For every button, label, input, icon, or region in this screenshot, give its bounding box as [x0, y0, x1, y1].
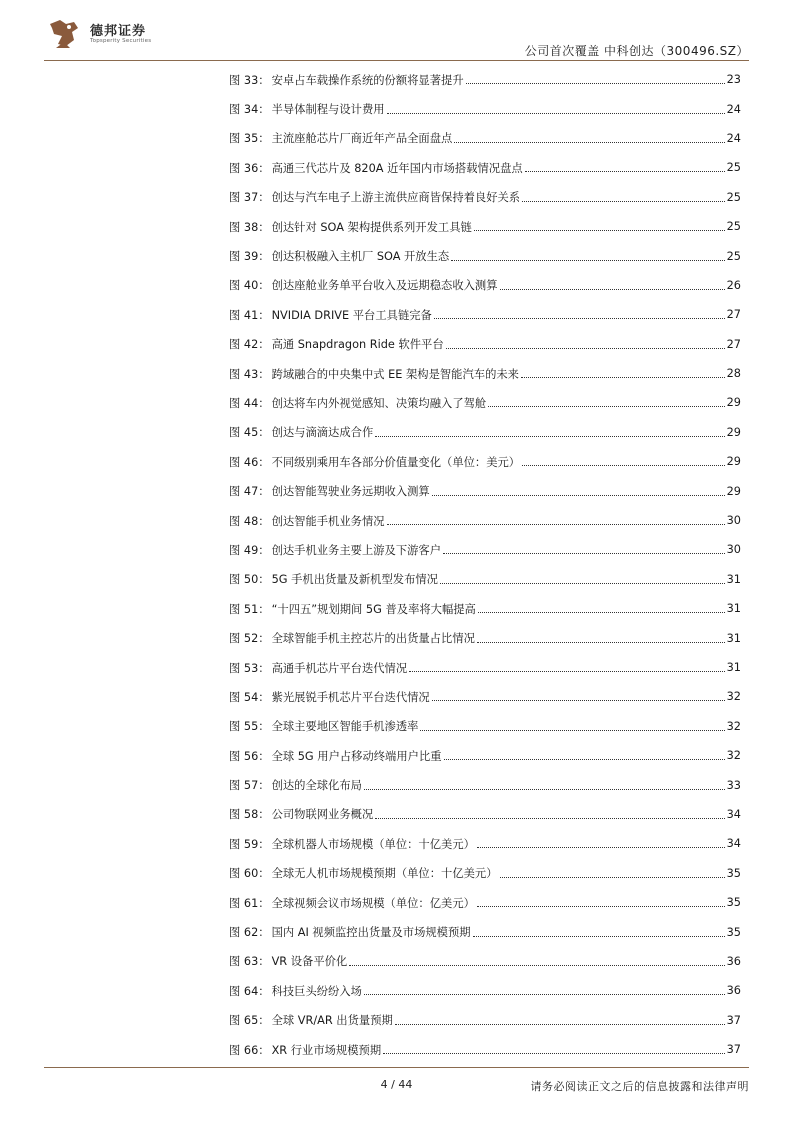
toc-entry-page: 29	[726, 396, 741, 410]
toc-entry[interactable]	[229, 859, 741, 888]
toc-entry-title: 创达座舱业务单平台收入及远期稳态收入测算	[271, 279, 498, 293]
toc-entry-label: 图 62：	[229, 926, 270, 940]
toc-entry-page: 35	[726, 866, 741, 880]
toc-leader-dots	[434, 317, 725, 319]
page-header	[0, 0, 793, 66]
toc-leader-dots	[477, 641, 725, 643]
toc-entry-label: 图 58：	[229, 808, 270, 822]
toc-leader-dots	[443, 552, 725, 554]
toc-entry-label: 图 42：	[229, 338, 270, 352]
toc-leader-dots	[375, 817, 724, 819]
toc-entry-title: 创达与滴滴达成合作	[271, 426, 374, 440]
toc-entry-title: 全球 5G 用户占移动终端用户比重	[271, 749, 442, 763]
toc-entry-page: 25	[726, 220, 741, 234]
toc-entry-label: 图 36：	[229, 161, 270, 175]
toc-leader-dots	[364, 788, 725, 790]
toc-entry-page: 23	[726, 73, 741, 87]
toc-leader-dots	[395, 1023, 725, 1025]
toc-leader-dots	[473, 935, 725, 937]
toc-leader-dots	[440, 582, 725, 584]
toc-leader-dots	[387, 112, 725, 114]
toc-entry-title: 半导体制程与设计费用	[271, 103, 385, 117]
toc-entry[interactable]	[229, 359, 741, 388]
toc-leader-dots	[521, 376, 725, 378]
toc-entry-label: 图 63：	[229, 955, 270, 969]
toc-entry-label: 图 39：	[229, 250, 270, 264]
toc-entry-page: 32	[726, 749, 741, 763]
toc-entry-label: 图 47：	[229, 485, 270, 499]
toc-entry[interactable]	[229, 300, 741, 329]
toc-entry-label: 图 54：	[229, 690, 270, 704]
toc-entry-page: 32	[726, 690, 741, 704]
toc-entry-label: 图 34：	[229, 103, 270, 117]
toc-entry-label: 图 50：	[229, 573, 270, 587]
toc-leader-dots	[478, 611, 725, 613]
toc-entry[interactable]	[229, 653, 741, 682]
toc-entry[interactable]	[229, 330, 741, 359]
toc-entry-label: 图 51：	[229, 602, 270, 616]
company-info: 公司首次覆盖 中科创达（300496.SZ）	[524, 44, 749, 58]
toc-entry-title: 全球机器人市场规模（单位：十亿美元）	[271, 837, 475, 851]
toc-entry-page: 31	[726, 572, 741, 586]
toc-entry-label: 图 46：	[229, 455, 270, 469]
toc-entry-label: 图 55：	[229, 720, 270, 734]
toc-entry[interactable]	[229, 241, 741, 270]
toc-entry[interactable]	[229, 770, 741, 799]
toc-entry[interactable]	[229, 741, 741, 770]
toc-entry-label: 图 37：	[229, 191, 270, 205]
toc-leader-dots	[477, 905, 725, 907]
toc-entry-page: 31	[726, 602, 741, 616]
toc-entry[interactable]	[229, 682, 741, 711]
toc-entry-title: 创达手机业务主要上游及下游客户	[271, 543, 442, 557]
toc-leader-dots	[420, 729, 724, 731]
toc-leader-dots	[383, 1052, 725, 1054]
toc-leader-dots	[454, 141, 724, 143]
toc-entry-title: “十四五”规划期间 5G 普及率将大幅提高	[271, 602, 476, 616]
toc-entry-label: 图 59：	[229, 837, 270, 851]
toc-entry-label: 图 60：	[229, 867, 270, 881]
toc-leader-dots	[432, 494, 725, 496]
brand-name-en: Topsperity Securities	[90, 38, 152, 44]
toc-leader-dots	[500, 876, 725, 878]
toc-entry[interactable]	[229, 623, 741, 652]
toc-entry-label: 图 52：	[229, 632, 270, 646]
toc-entry[interactable]	[229, 565, 741, 594]
toc-entry-title: 不同级别乘用车各部分价值量变化（单位：美元）	[271, 455, 521, 469]
toc-entry-title: 创达将车内外视觉感知、决策均融入了驾舱	[271, 396, 487, 410]
toc-entry-title: 全球智能手机主控芯片的出货量占比情况	[271, 632, 475, 646]
toc-entry-title: 紫光展锐手机芯片平台迭代情况	[271, 690, 430, 704]
toc-entry-page: 24	[726, 102, 741, 116]
toc-entry-label: 图 49：	[229, 543, 270, 557]
toc-entry-label: 图 65：	[229, 1014, 270, 1028]
toc-entry-title: 公司物联网业务概况	[271, 808, 374, 822]
toc-entry-title: 全球视频会议市场规模（单位：亿美元）	[271, 896, 475, 910]
toc-entry[interactable]	[229, 418, 741, 447]
toc-entry-title: 主流座舱芯片厂商近年产品全面盘点	[271, 132, 453, 146]
toc-entry-title: 创达智能驾驶业务远期收入测算	[271, 485, 430, 499]
figure-toc-list	[229, 65, 741, 1064]
toc-entry[interactable]	[229, 124, 741, 153]
toc-entry-page: 34	[726, 807, 741, 821]
toc-entry[interactable]	[229, 183, 741, 212]
toc-leader-dots	[364, 993, 725, 995]
toc-entry-title: 创达智能手机业务情况	[271, 514, 385, 528]
toc-entry[interactable]	[229, 712, 741, 741]
toc-entry[interactable]	[229, 917, 741, 946]
toc-entry-page: 35	[726, 896, 741, 910]
toc-entry-page: 29	[726, 484, 741, 498]
toc-leader-dots	[477, 846, 725, 848]
toc-entry-title: 高通手机芯片平台迭代情况	[271, 661, 408, 675]
toc-entry-title: NVIDIA DRIVE 平台工具链完备	[271, 308, 432, 322]
toc-leader-dots	[522, 200, 725, 202]
toc-leader-dots	[500, 288, 725, 290]
toc-entry-page: 27	[726, 337, 741, 351]
toc-entry-label: 图 45：	[229, 426, 270, 440]
toc-entry[interactable]	[229, 65, 741, 94]
toc-entry[interactable]	[229, 212, 741, 241]
toc-entry-page: 31	[726, 631, 741, 645]
toc-leader-dots	[466, 82, 725, 84]
toc-entry-title: 全球 VR/AR 出货量预期	[271, 1014, 393, 1028]
toc-entry-page: 37	[726, 1013, 741, 1027]
toc-entry-page: 34	[726, 837, 741, 851]
toc-entry-page: 27	[726, 308, 741, 322]
footer-divider	[44, 1067, 749, 1068]
toc-entry-page: 28	[726, 367, 741, 381]
toc-entry-page: 36	[726, 954, 741, 968]
toc-entry-page: 25	[726, 249, 741, 263]
toc-leader-dots	[387, 523, 725, 525]
toc-leader-dots	[444, 758, 725, 760]
toc-leader-dots	[451, 259, 724, 261]
toc-entry-page: 37	[726, 1043, 741, 1057]
page-number: 4 / 44	[380, 1078, 413, 1091]
toc-entry-label: 图 40：	[229, 279, 270, 293]
toc-entry[interactable]	[229, 594, 741, 623]
toc-leader-dots	[349, 964, 724, 966]
toc-entry-label: 图 48：	[229, 514, 270, 528]
toc-entry-page: 36	[726, 984, 741, 998]
header-divider	[44, 60, 749, 61]
toc-entry-title: XR 行业市场规模预期	[271, 1043, 382, 1057]
toc-entry-page: 24	[726, 131, 741, 145]
toc-entry-page: 25	[726, 161, 741, 175]
toc-entry-page: 29	[726, 425, 741, 439]
toc-entry[interactable]	[229, 800, 741, 829]
toc-entry[interactable]	[229, 976, 741, 1005]
toc-entry-title: 跨域融合的中央集中式 EE 架构是智能汽车的未来	[271, 367, 519, 381]
toc-entry-title: 高通三代芯片及 820A 近年国内市场搭载情况盘点	[271, 161, 523, 175]
toc-entry[interactable]	[229, 506, 741, 535]
toc-entry-label: 图 57：	[229, 779, 270, 793]
toc-entry-page: 29	[726, 455, 741, 469]
toc-entry-label: 图 61：	[229, 896, 270, 910]
toc-entry-title: 高通 Snapdragon Ride 软件平台	[271, 338, 444, 352]
toc-entry[interactable]	[229, 153, 741, 182]
toc-leader-dots	[375, 435, 724, 437]
toc-entry-title: 全球主要地区智能手机渗透率	[271, 720, 419, 734]
toc-entry-title: 全球无人机市场规模预期（单位：十亿美元）	[271, 867, 498, 881]
toc-leader-dots	[488, 405, 724, 407]
toc-entry[interactable]	[229, 447, 741, 476]
toc-entry-title: 科技巨头纷纷入场	[271, 984, 362, 998]
toc-entry-page: 32	[726, 719, 741, 733]
toc-entry-label: 图 53：	[229, 661, 270, 675]
toc-entry-page: 33	[726, 778, 741, 792]
toc-entry-label: 图 43：	[229, 367, 270, 381]
toc-entry-title: 5G 手机出货量及新机型发布情况	[271, 573, 438, 587]
toc-entry[interactable]	[229, 94, 741, 123]
toc-entry[interactable]	[229, 888, 741, 917]
toc-entry-page: 35	[726, 925, 741, 939]
toc-entry-title: 创达针对 SOA 架构提供系列开发工具链	[271, 220, 472, 234]
toc-entry-title: 国内 AI 视频监控出货量及市场规模预期	[271, 926, 471, 940]
toc-entry-title: 创达积极融入主机厂 SOA 开放生态	[271, 250, 450, 264]
toc-entry-page: 26	[726, 278, 741, 292]
toc-entry[interactable]	[229, 271, 741, 300]
toc-entry[interactable]	[229, 535, 741, 564]
toc-leader-dots	[446, 347, 725, 349]
toc-leader-dots	[522, 464, 725, 466]
toc-entry-title: VR 设备平价化	[271, 955, 348, 969]
toc-entry-label: 图 41：	[229, 308, 270, 322]
toc-entry-page: 25	[726, 190, 741, 204]
toc-leader-dots	[409, 670, 724, 672]
toc-entry-label: 图 38：	[229, 220, 270, 234]
toc-entry[interactable]	[229, 1035, 741, 1064]
toc-entry[interactable]	[229, 947, 741, 976]
toc-entry[interactable]	[229, 476, 741, 505]
brand-name: 德邦证券	[90, 24, 147, 39]
toc-entry-label: 图 44：	[229, 396, 270, 410]
toc-entry-label: 图 64：	[229, 984, 270, 998]
toc-entry[interactable]	[229, 388, 741, 417]
toc-entry-title: 创达的全球化布局	[271, 779, 362, 793]
toc-entry-page: 30	[726, 543, 741, 557]
company-logo-icon	[44, 14, 84, 54]
legal-disclaimer: 请务必阅读正文之后的信息披露和法律声明	[530, 1080, 749, 1093]
toc-entry-title: 创达与汽车电子上游主流供应商皆保持着良好关系	[271, 191, 521, 205]
toc-entry[interactable]	[229, 1006, 741, 1035]
toc-entry-label: 图 66：	[229, 1043, 270, 1057]
toc-leader-dots	[432, 699, 725, 701]
toc-entry-label: 图 35：	[229, 132, 270, 146]
toc-leader-dots	[474, 229, 725, 231]
toc-entry-page: 30	[726, 514, 741, 528]
toc-entry-label: 图 56：	[229, 749, 270, 763]
toc-entry-page: 31	[726, 661, 741, 674]
toc-entry-label: 图 33：	[229, 73, 270, 87]
toc-entry[interactable]	[229, 829, 741, 858]
toc-entry-title: 安卓占车载操作系统的份额将显著提升	[271, 73, 464, 87]
toc-leader-dots	[525, 170, 725, 172]
